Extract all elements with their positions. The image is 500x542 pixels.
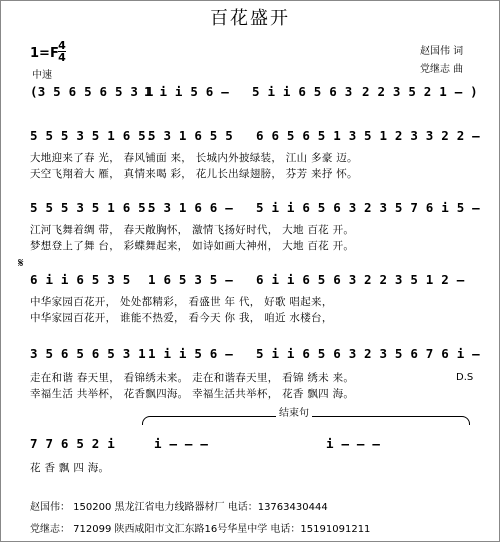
- key-signature: 1=F: [30, 46, 59, 61]
- contact-lyricist: 赵国伟： 150200 黑龙江省电力线路器材厂 电话：13763430444: [30, 502, 328, 513]
- measure: 1 6 5 3 5 –: [148, 272, 233, 287]
- measure: 6 i i 6 5 6 3: [256, 272, 357, 287]
- lyric-line: 花 香 飘 四 海。: [30, 462, 110, 474]
- measure: 2 3 5 6 7 6 i –: [364, 346, 480, 361]
- ending-label: 结束句: [276, 404, 312, 419]
- measure: 6 6 5 6 5 1 3: [256, 128, 357, 143]
- measure: 5 i i 6 5 6 3: [256, 200, 357, 215]
- measure: 2 2 3 5 2 1 – ): [362, 84, 478, 99]
- lyricist-credit: 赵国伟 词: [420, 46, 464, 57]
- dal-segno-mark: D.S: [456, 372, 474, 383]
- lyric-line: 中华家园百花开， 处处都精彩， 看盛世 年 代， 好歌 唱起来，: [30, 296, 333, 308]
- lyric-line: 梦想登上了舞 台， 彩蝶舞起来， 如诗如画大神州， 大地 百花 开。: [30, 240, 355, 252]
- measure: 5 i i 6 5 6 3: [256, 346, 357, 361]
- measure: 2 3 5 7 6 i 5 –: [364, 200, 480, 215]
- lyric-line: 天空飞翔着大 雁， 真情来喝 彩， 花儿长出绿翅膀， 芬芳 来抒 怀。: [30, 168, 358, 180]
- measure: (3 5 6 5 6 5 3 1: [30, 84, 154, 99]
- measure: 1 i i 5 6 –: [148, 346, 233, 361]
- measure: 5 i i 6 5 6 3: [252, 84, 353, 99]
- measure: 5 1 2 3 3 2 2 –: [364, 128, 480, 143]
- measure: 3 5 6 5 6 5 3 1: [30, 346, 146, 361]
- time-signature-bottom: 4: [58, 51, 66, 64]
- composer-credit: 党继志 曲: [420, 64, 464, 75]
- measure: 5 3 1 6 6 –: [148, 200, 233, 215]
- measure: 1 i i 5 6 –: [144, 84, 229, 99]
- time-signature-top: 4: [58, 39, 66, 52]
- lyric-line: 幸福生活 共举杯， 花香飘四海。 幸福生活共举杯， 花香 飘四 海。: [30, 388, 355, 400]
- measure: 2 2 3 5 1 2 –: [364, 272, 465, 287]
- contact-composer: 党继志： 712099 陕西咸阳市文汇东路16号华星中学 电话：15191091211: [30, 524, 371, 535]
- measure: 5 5 5 3 5 1 6 5.: [30, 200, 154, 215]
- time-signature: [58, 40, 66, 63]
- segno-mark: 𝄋: [18, 256, 24, 271]
- lyric-line: 江河飞舞着绸 带， 春天敞胸怀， 激情飞扬好时代， 大地 百花 开。: [30, 224, 355, 236]
- lyric-line: 走在和谐 春天里， 看锦绣未来。 走在和谐春天里， 看锦 绣未 来。: [30, 372, 355, 384]
- measure: i – – –: [326, 436, 381, 451]
- measure: 7 7 6 5 2 i: [30, 436, 115, 451]
- lyric-line: 大地迎来了春 光， 春风铺面 来， 长城内外披绿装， 江山 多豪 迈。: [30, 152, 358, 164]
- measure: i – – –: [154, 436, 209, 451]
- measure: 6 i i 6 5 3 5: [30, 272, 131, 287]
- tempo-marking: 中速: [32, 70, 52, 81]
- song-title: 百花盛开: [210, 8, 290, 29]
- measure: 5 5 5 3 5 1 6 5.: [30, 128, 154, 143]
- lyric-line: 中华家园百花开， 谁能不热爱， 看今天 你 我， 咱近 水楼台，: [30, 312, 333, 324]
- measure: 5 3 1 6 5 5: [148, 128, 233, 143]
